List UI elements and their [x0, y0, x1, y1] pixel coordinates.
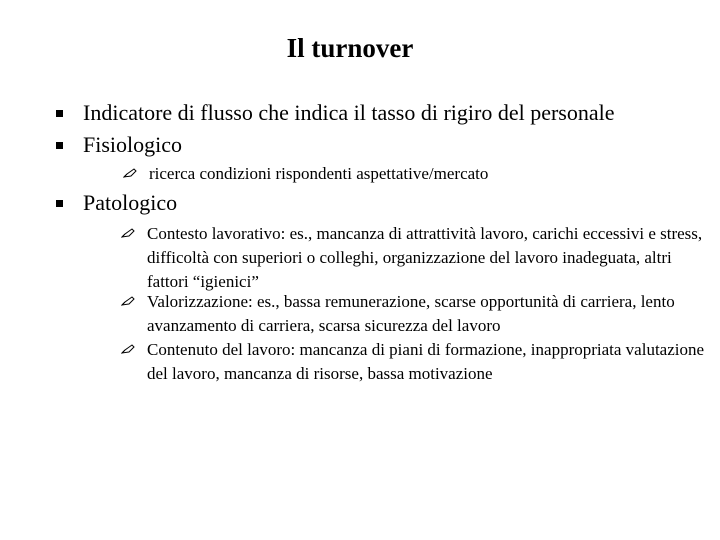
sub-item-text: ricerca condizioni rispondenti aspettative/mercato [149, 164, 489, 183]
slide-title: Il turnover [286, 33, 414, 63]
bullet-text: Fisiologico [83, 132, 183, 157]
sub-item-text: Valorizzazione: es., bassa remunerazione, scarse opportunità di carriera, lento avanzamento di carriera, scarsa sicurezza del lavoro [147, 292, 675, 335]
bullet-text: Patologico [83, 190, 178, 215]
bullet-text: Indicatore di flusso che indica il tasso di rigiro del personale [83, 100, 615, 125]
square-bullet-icon [56, 142, 63, 149]
square-bullet-icon [56, 200, 63, 207]
pen-nib-icon [121, 296, 135, 306]
square-bullet-icon [56, 110, 63, 117]
sub-item-text: Contesto lavorativo: es., mancanza di attrattività lavoro, carichi eccessivi e stress, difficoltà con superiori o colleghi, organizzazione del lavoro inadeguata, altri fattori “igienici” [147, 224, 703, 291]
pen-nib-icon [121, 228, 135, 238]
pen-nib-icon [121, 344, 135, 354]
sub-item-text: Contenuto del lavoro: mancanza di piani di formazione, inappropriata valutazione del lavoro, mancanza di risorse, bassa motivazione [147, 340, 705, 383]
pen-nib-icon [123, 168, 137, 178]
